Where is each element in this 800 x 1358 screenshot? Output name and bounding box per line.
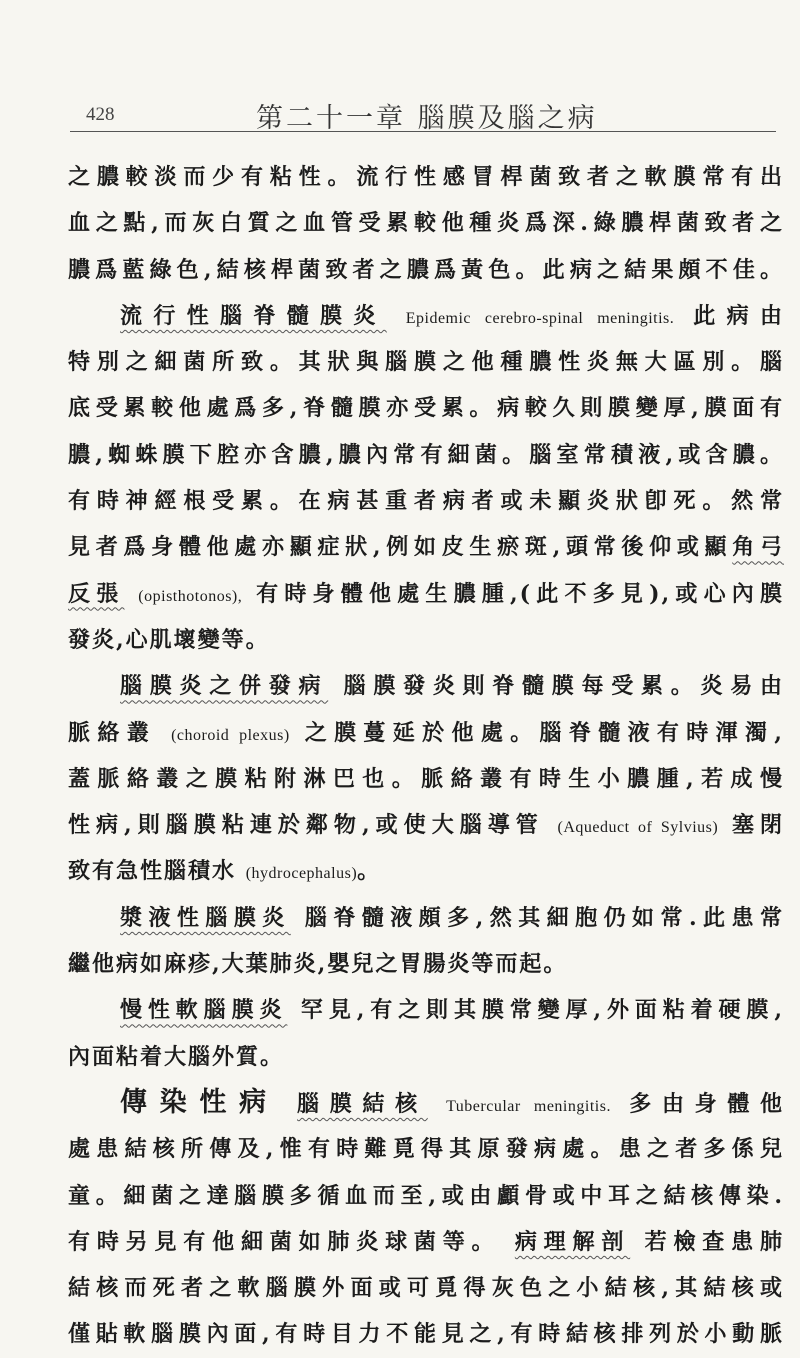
text-span: 有時身體他處生膿腫,(此不多見),或心內膜 — [256, 580, 784, 607]
latin-term: (Aqueduct of Sylvius) — [557, 819, 719, 837]
section-term: 流行性腦脊髓膜炎 — [120, 302, 387, 329]
page-header — [60, 96, 780, 136]
header-rule — [70, 131, 776, 132]
text-span: 之膜蔓延於他處。腦脊髓液有時渾濁, — [304, 719, 784, 746]
text-line: 之膿較淡而少有粘性。流行性感冒桿菌致者之軟膜常有出 — [68, 164, 784, 190]
section-term: 慢性軟腦膜炎 — [120, 997, 288, 1024]
latin-term: (opisthotonos), — [138, 587, 243, 605]
text-span: 有時另見有他細菌如肺炎球菌等。 — [68, 1228, 501, 1255]
latin-term: (choroid plexus) — [171, 726, 290, 744]
text-line — [68, 1219, 784, 1265]
text-line: 發炎,心肌壞變等。 — [68, 626, 270, 653]
section-heading-line — [68, 293, 784, 339]
text-span: 致有急性腦積水 — [68, 858, 237, 885]
text-span: 此病由 — [693, 302, 784, 329]
text-span: 腦膜發炎則脊髓膜每受累。炎易由 — [343, 673, 784, 700]
text-span: 脈絡叢 — [68, 719, 157, 746]
section-term: 反張 — [68, 580, 125, 607]
text-line: 膿爲藍綠色,結核桿菌致者之膿爲黃色。此病之結果頗不佳。 — [68, 256, 784, 283]
text-line: 結核而死者之軟腦膜外面或可覓得灰色之小結核,其結核或 — [68, 1275, 784, 1302]
latin-term: (hydrocephalus) — [245, 865, 358, 883]
latin-term: Epidemic cerebro-spinal meningitis. — [405, 309, 675, 327]
text-line: 內面粘着大腦外質。 — [68, 1043, 285, 1070]
section-heading-line — [68, 1080, 784, 1126]
section-term: 漿液性腦膜炎 — [120, 904, 291, 931]
text-line: 底受累較他處爲多,脊髓膜亦受累。病較久則膜變厚,膜面有 — [68, 395, 784, 422]
text-line: 膿,蜘蛛膜下腔亦含膿,膿內常有細菌。腦室常積液,或含膿。 — [68, 441, 784, 468]
text-line — [68, 571, 784, 617]
section-term: 腦膜結核 — [297, 1090, 428, 1117]
page-body — [68, 154, 784, 1358]
section-heading-line — [68, 987, 784, 1033]
text-line: 有時神經根受累。在病甚重者病者或未顯炎狀卽死。然常 — [68, 488, 784, 515]
text-span: 塞閉 — [731, 812, 784, 839]
text-line: 特別之細菌所致。其狀與腦膜之他種膿性炎無大區別。腦 — [68, 349, 784, 376]
text-line: 繼他病如麻疹,大葉肺炎,嬰兒之胃腸炎等而起。 — [68, 951, 568, 978]
section-term: 腦膜炎之併發病 — [120, 673, 329, 700]
latin-term: Tubercular meningitis. — [446, 1097, 611, 1115]
text-span: 腦脊髓液頗多,然其細胞仍如常.此患常 — [304, 904, 784, 931]
text-line: 蓋脈絡叢之膜粘附淋巴也。脈絡叢有時生小膿腫,若成慢 — [68, 765, 784, 792]
text-line — [68, 710, 784, 756]
text-span: 性病,則腦膜粘連於鄰物,或使大腦導管 — [68, 812, 544, 839]
text-line: 處患結核所傳及,惟有時難覓得其原發病處。患之者多係兒 — [68, 1136, 784, 1163]
section-heading-line — [68, 895, 784, 941]
text-line — [68, 802, 784, 848]
text-line — [68, 524, 784, 570]
text-line: 血之點,而灰白質之血管受累較他種炎爲深.綠膿桿菌致者之 — [68, 210, 784, 237]
text-span: 。 — [357, 858, 382, 885]
text-line: 童。細菌之達腦膜多循血而至,或由顱骨或中耳之結核傳染. — [68, 1182, 784, 1209]
text-span: 罕見,有之則其膜常變厚,外面粘着硬膜, — [300, 997, 784, 1024]
page-number: 428 — [86, 104, 115, 125]
text-span: 多由身體他 — [629, 1090, 784, 1117]
running-head: 第二十一章 腦膜及腦之病 — [256, 103, 598, 134]
section-heading-line — [68, 663, 784, 709]
text-span: 若檢查患肺 — [644, 1228, 784, 1255]
text-line — [68, 848, 784, 894]
chapter-section-title: 傳染性病 — [120, 1086, 279, 1118]
text-span: 見者爲身體他處亦顯症狀,例如皮生瘀斑,頭常後仰或顯 — [68, 534, 733, 561]
text-line: 僅貼軟腦膜內面,有時目力不能見之,有時結核排列於小動脈 — [68, 1321, 784, 1348]
section-term: 病理解剖 — [514, 1228, 631, 1255]
section-term: 角弓 — [732, 534, 784, 561]
